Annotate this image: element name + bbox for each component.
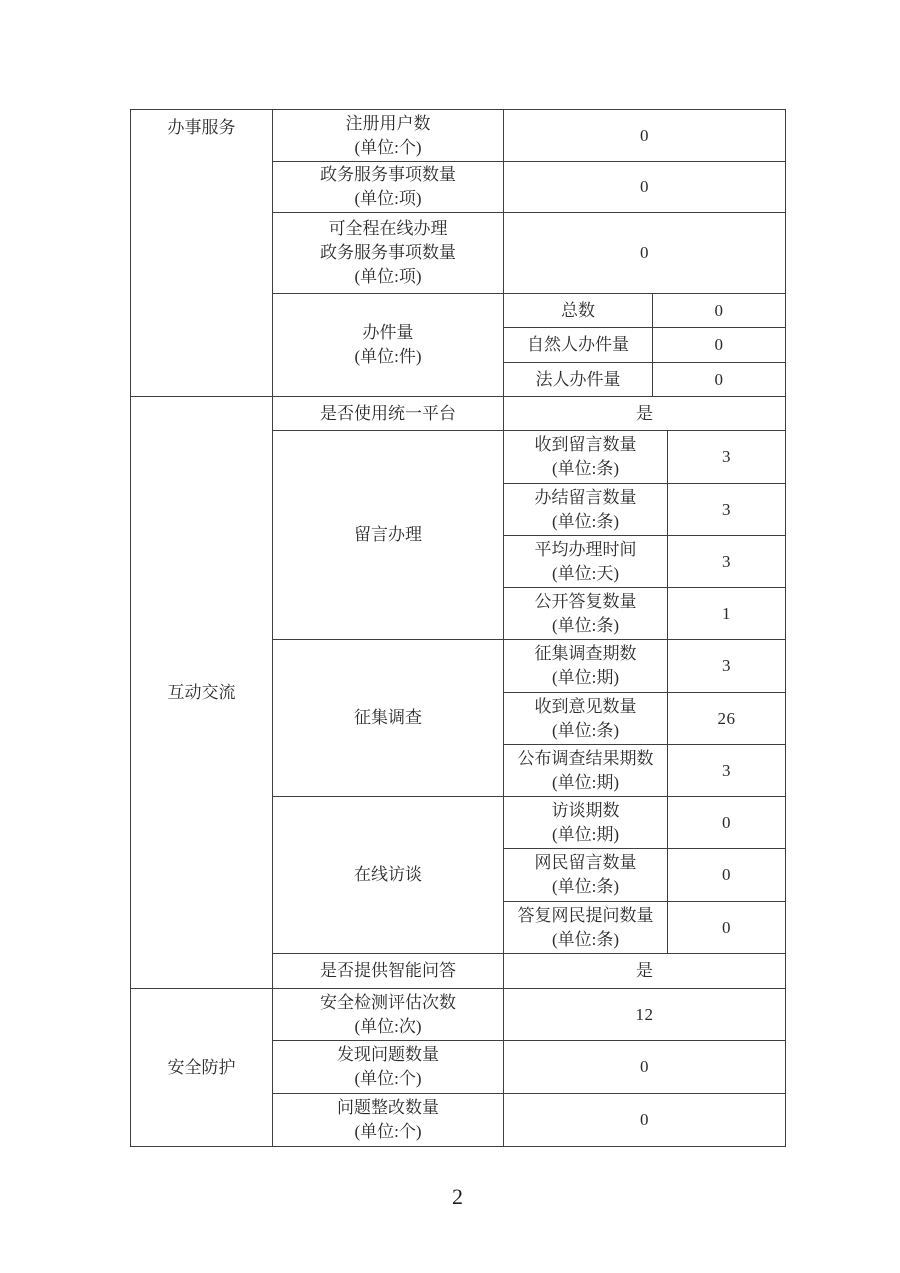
sub-row-value: 3 [668, 640, 786, 693]
sub-row-label-line: 征集调查期数 [534, 644, 637, 663]
sub-row-label [504, 536, 668, 588]
sub-row-unit-line: (单位:条) [551, 877, 620, 896]
sub-row-label [504, 693, 668, 745]
row-label [273, 989, 504, 1041]
page-number: 2 [452, 1184, 463, 1209]
sub-row-value: 1 [668, 588, 786, 640]
sub-row-value: 26 [668, 693, 786, 745]
sub-row-label: 自然人办件量 [504, 328, 653, 363]
row-label [273, 162, 504, 213]
row-label-line: 问题整改数量 [337, 1098, 439, 1117]
sub-row-unit-line: (单位:天) [551, 563, 620, 583]
sub-row-value: 3 [668, 484, 786, 536]
sub-row-label-line: 答复网民提问数量 [517, 905, 654, 925]
sub-row-unit-line: (单位:期) [551, 668, 620, 687]
row-label-line: 办件量 [362, 323, 414, 342]
row-value: 0 [504, 1094, 786, 1147]
row-label-line: 发现问题数量 [337, 1045, 439, 1064]
sub-row-label: 总数 [504, 294, 653, 328]
row-label-line: 政务服务事项数量 [320, 243, 456, 262]
row-label-line: 政务服务事项数量 [320, 165, 456, 184]
row-value: 12 [504, 989, 786, 1041]
sub-row-label-line: 收到意见数量 [534, 696, 637, 716]
section-label-service: 办事服务 [131, 110, 273, 397]
row-label: 是否使用统一平台 [273, 397, 504, 431]
sub-row-label [504, 745, 668, 797]
sub-row-label [504, 431, 668, 484]
sub-row-value: 0 [653, 363, 786, 397]
sub-row-label: 法人办件量 [504, 363, 653, 397]
sub-row-value: 0 [668, 902, 786, 954]
sub-row-label-line: 收到留言数量 [534, 435, 637, 454]
sub-row-label [504, 902, 668, 954]
row-label [273, 110, 504, 162]
row-label: 在线访谈 [273, 797, 504, 954]
row-value: 0 [504, 162, 786, 213]
sub-row-value: 0 [653, 328, 786, 363]
sub-row-label-line: 访谈期数 [551, 800, 620, 820]
row-value: 是 [504, 954, 786, 989]
sub-row-value: 3 [668, 745, 786, 797]
row-value: 是 [504, 397, 786, 431]
sub-row-label-line: 平均办理时间 [534, 539, 637, 559]
sub-row-unit-line: (单位:期) [551, 772, 620, 792]
sub-row-label-line: 办结留言数量 [534, 487, 637, 507]
annual-report-table [130, 109, 786, 1147]
row-unit-line: (单位:次) [354, 1016, 422, 1036]
sub-row-unit-line: (单位:条) [551, 511, 620, 531]
row-unit-line: (单位:件) [354, 347, 422, 366]
sub-row-unit-line: (单位:条) [551, 615, 620, 635]
sub-row-label [504, 849, 668, 902]
sub-row-label-line: 网民留言数量 [534, 853, 637, 872]
row-unit-line: (单位:个) [354, 1069, 422, 1088]
row-unit-line: (单位:项) [354, 189, 422, 208]
row-label: 留言办理 [273, 431, 504, 640]
section-label-security: 安全防护 [131, 989, 273, 1147]
sub-row-label-line: 公布调查结果期数 [517, 748, 654, 768]
sub-row-label [504, 797, 668, 849]
row-value: 0 [504, 213, 786, 294]
sub-row-label [504, 484, 668, 536]
sub-row-value: 0 [653, 294, 786, 328]
sub-row-value: 0 [668, 797, 786, 849]
row-label [273, 294, 504, 397]
row-unit-line: (单位:个) [354, 137, 422, 157]
row-label [273, 1094, 504, 1147]
row-unit-line: (单位:项) [354, 267, 422, 286]
row-label-line: 可全程在线办理 [328, 219, 448, 238]
row-label-line: 注册用户数 [345, 113, 431, 133]
sub-row-label [504, 588, 668, 640]
row-label [273, 1041, 504, 1094]
section-label-interaction: 互动交流 [131, 397, 273, 989]
sub-row-value: 3 [668, 536, 786, 588]
sub-row-label [504, 640, 668, 693]
sub-row-unit-line: (单位:条) [551, 929, 620, 949]
row-label: 征集调查 [273, 640, 504, 797]
sub-row-unit-line: (单位:条) [551, 720, 620, 740]
sub-row-unit-line: (单位:条) [551, 459, 620, 478]
row-value: 0 [504, 110, 786, 162]
sub-row-unit-line: (单位:期) [551, 824, 620, 844]
sub-row-label-line: 公开答复数量 [534, 591, 637, 611]
row-value: 0 [504, 1041, 786, 1094]
row-unit-line: (单位:个) [354, 1122, 422, 1141]
row-label-line: 安全检测评估次数 [320, 992, 456, 1012]
row-label [273, 213, 504, 294]
sub-row-value: 0 [668, 849, 786, 902]
row-label: 是否提供智能问答 [273, 954, 504, 989]
sub-row-value: 3 [668, 431, 786, 484]
